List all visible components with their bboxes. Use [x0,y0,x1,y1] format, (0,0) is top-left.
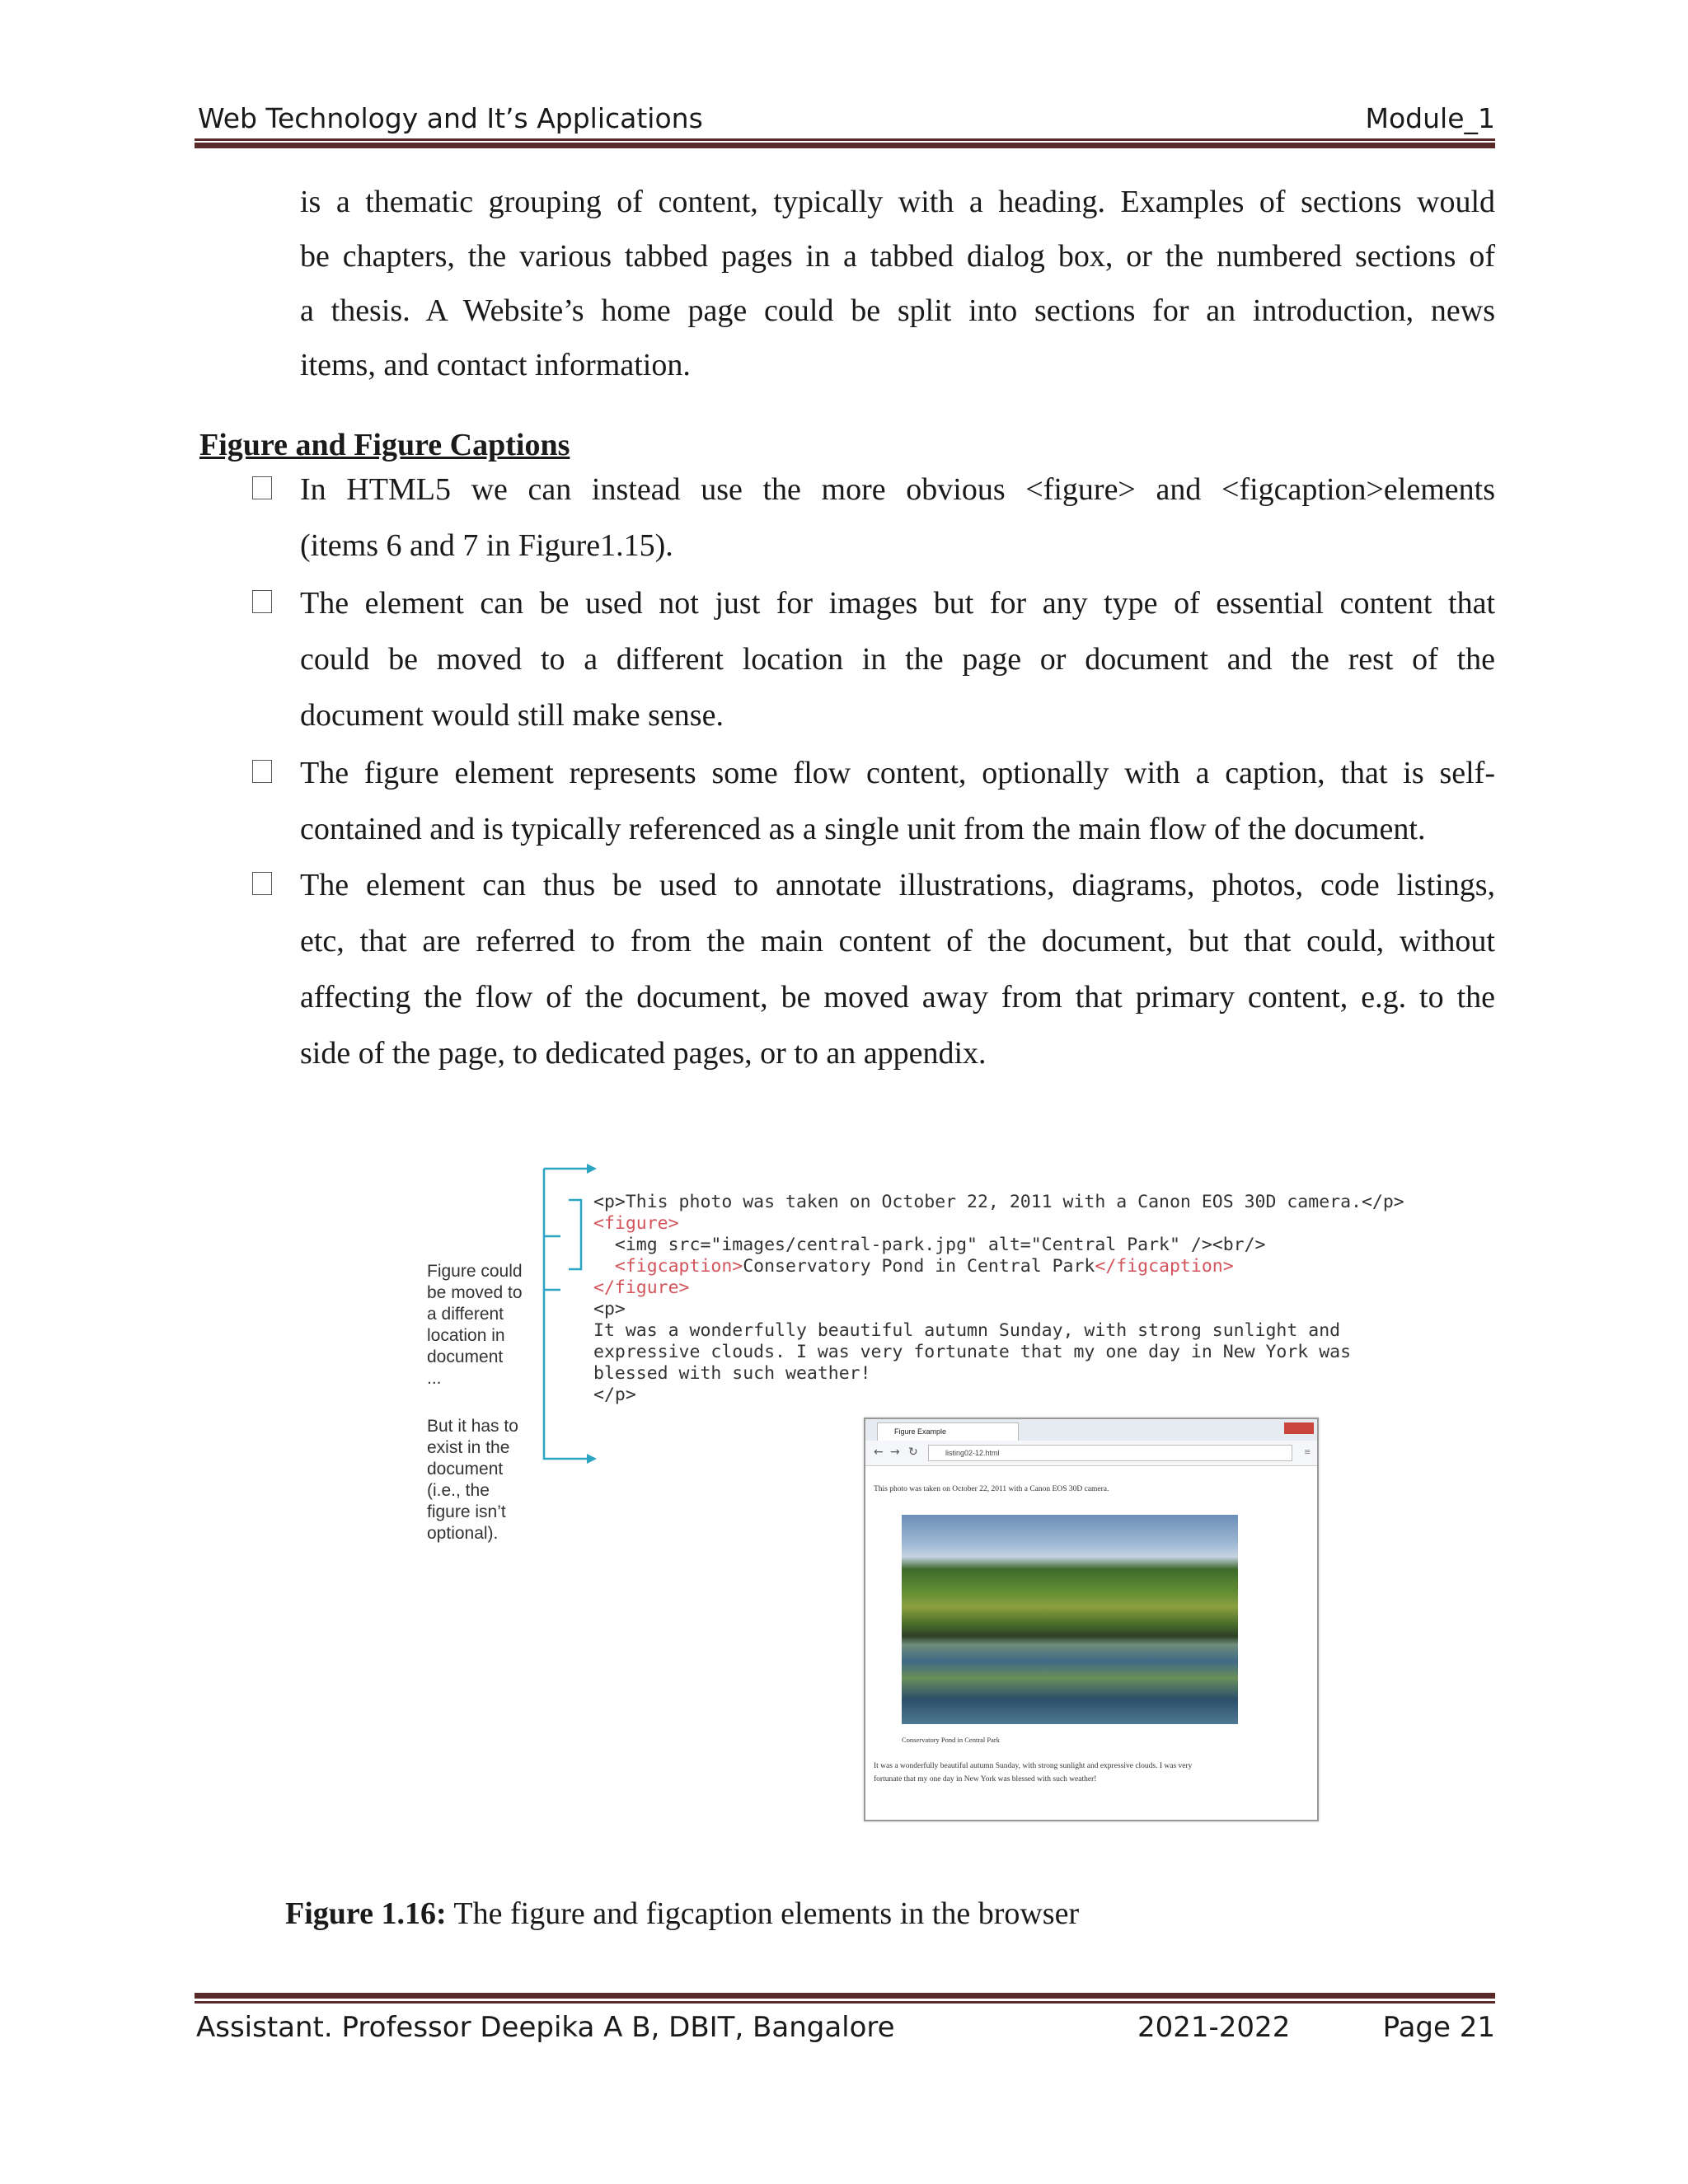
footer-page-number: Page 21 [1382,2011,1495,2044]
menu-icon: ≡ [1304,1446,1311,1458]
note-must-exist: But it has to exist in the document (i.e., the figure isn’t optional). [427,1417,518,1543]
arrow-head-top-icon [587,1164,597,1174]
bullet-item [300,575,1495,743]
arrow-head-bottom-icon [587,1454,597,1464]
bullet-line: side of the page, to dedicated pages, or to an appendix. [300,1036,987,1071]
browser-nav-bar [865,1441,1317,1466]
browser-body-line: It was a wonderfully beautiful autumn Sunday, with strong sunlight and expressive clouds. I was very [874,1762,1193,1770]
bullet-line: The element can thus be used to annotate illustrations, diagrams, photos, code listings, [300,868,1495,902]
running-header-module: Module_1 [1365,102,1495,134]
code-text: Conservatory Pond in Central Park [743,1256,1095,1277]
browser-top-text: This photo was taken on October 22, 2011 with a Canon EOS 30D camera. [874,1485,1109,1493]
note-movable: Figure could be moved to a different location in document ... [427,1262,523,1388]
central-park-photo [902,1515,1238,1724]
intro-line: items, and contact information. [300,348,691,382]
bullet-line: contained and is typically referenced as a single unit from the main flow of the document. [300,812,1426,846]
browser-tab-bar [865,1419,1317,1441]
browser-window-screenshot [864,1418,1319,1821]
footer-year: 2021-2022 [1137,2011,1291,2044]
browser-tab: Figure Example [877,1422,1019,1441]
bullet-line: affecting the flow of the document, be moved away from that primary content, e.g. to the [300,980,1495,1015]
bullet-line: document would still make sense. [300,698,724,733]
footer-rule-thick [195,1993,1495,1999]
figure-illustration [412,1154,1404,1838]
header-rule-thin [195,138,1495,141]
code-listing [593,1192,1404,1406]
code-line: <p> [593,1299,626,1319]
address-bar: listing02-12.html [928,1445,1292,1461]
bullet-box-icon [252,760,272,783]
code-line: blessed with such weather! [593,1363,871,1384]
bullet-line: In HTML5 we can instead use the more obvious <figure> and <figcaption>elements [300,472,1495,507]
header-rule-thick [195,143,1495,148]
code-line: <p>This photo was taken on October 22, 2011 with a Canon EOS 30D camera.</p> [593,1192,1404,1212]
section-heading: Figure and Figure Captions [199,428,570,462]
bullet-line: etc, that are referred to from the main content of the document, but that could, without [300,924,1495,958]
bullet-item [300,857,1495,1081]
figure-caption [285,1896,1079,1932]
bullet-box-icon [252,872,272,895]
bullet-box-icon [252,590,272,613]
bullet-line: The element can be used not just for images but for any type of essential content that [300,586,1495,621]
code-tag: </figcaption> [1095,1256,1234,1277]
running-header-title: Web Technology and It’s Applications [198,102,703,134]
figure-caption-label: Figure 1.16: [285,1896,447,1931]
intro-paragraph [300,175,1495,392]
bullet-box-icon [252,476,272,499]
code-line: expressive clouds. I was very fortunate that my one day in New York was [593,1342,1352,1362]
footer-author: Assistant. Professor Deepika A B, DBIT, Bangalore [196,2011,895,2044]
bullet-line: The figure element represents some flow content, optionally with a caption, that is self- [300,756,1495,790]
code-tag: <figcaption> [593,1256,743,1277]
browser-figcaption: Conservatory Pond in Central Park [902,1736,1000,1744]
intro-line: a thesis. A Website’s home page could be split into sections for an introduction, news [300,293,1495,328]
code-line: It was a wonderfully beautiful autumn Sunday, with strong sunlight and [593,1320,1341,1341]
code-line: </p> [593,1385,636,1405]
bullet-line: could be moved to a different location in the page or document and the rest of the [300,642,1495,677]
figure-caption-text: The figure and figcaption elements in the browser [446,1896,1080,1931]
browser-body-line: fortunate that my one day in New York was blessed with such weather! [874,1775,1097,1783]
reload-icon: ↻ [908,1446,918,1459]
forward-arrow-icon: → [890,1446,900,1459]
bullet-line: (items 6 and 7 in Figure1.15). [300,528,673,563]
intro-line: be chapters, the various tabbed pages in a tabbed dialog box, or the numbered sections of [300,239,1495,274]
intro-line: is a thematic grouping of content, typically with a heading. Examples of sections would [300,185,1495,219]
code-line: <figure> [593,1213,679,1234]
footer-rule-thin [195,2001,1495,2004]
code-line: </figure> [593,1277,690,1298]
figure-brace [569,1200,581,1269]
bullet-item [300,745,1495,857]
code-line: <img src="images/central-park.jpg" alt="Central Park" /><br/> [593,1235,1266,1255]
back-arrow-icon: ← [874,1446,884,1459]
bullet-item [300,462,1495,574]
window-close-icon [1284,1422,1314,1434]
